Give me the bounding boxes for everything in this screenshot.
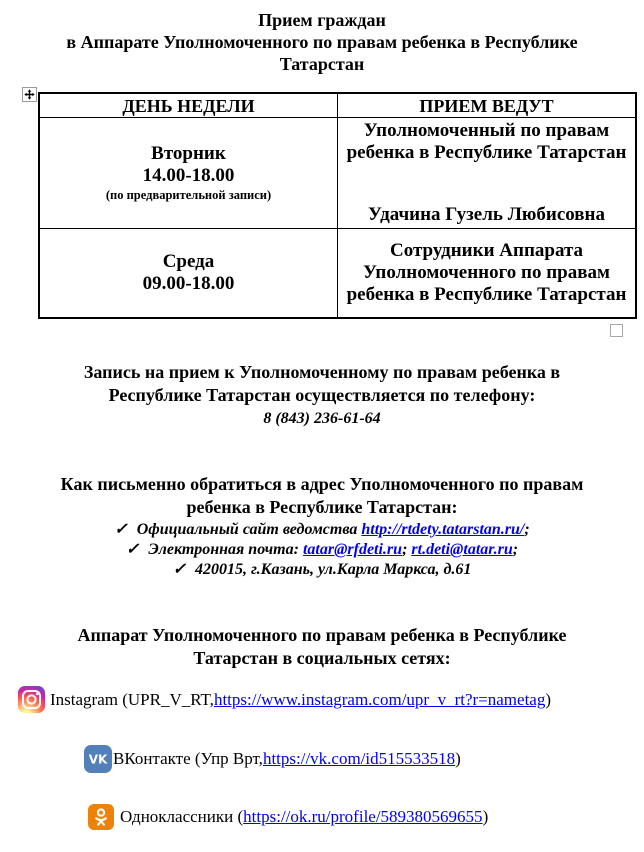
social-section: [0, 624, 644, 830]
social-row-instagram: [0, 686, 644, 713]
cell-wednesday: [39, 229, 338, 319]
instagram-icon: [18, 686, 45, 713]
reception-schedule-table: [38, 92, 637, 319]
table-header-row: [39, 93, 636, 118]
day-time: 09.00-18.00: [142, 273, 235, 294]
social-text-punct: ): [482, 807, 489, 826]
website-link[interactable]: http://rtdety.tatarstan.ru/: [361, 521, 525, 538]
social-text: Одноклассники (: [120, 807, 244, 826]
social-row-vk: [0, 745, 644, 773]
social-heading-line-1: Аппарат Уполномоченного по правам ребенка в Республике: [77, 625, 567, 645]
cell-tuesday: [39, 118, 338, 229]
table-row: [39, 229, 636, 319]
contact-item-website: [0, 520, 644, 540]
day-name: Среда: [162, 251, 215, 272]
social-heading-line-2: Татарстан в социальных сетях:: [193, 648, 451, 668]
page-title-line-3: Татарстан: [279, 54, 365, 74]
checkmark-icon: ✓: [172, 561, 186, 578]
staff-name: Удачина Гузель Любисовна: [367, 204, 605, 225]
contact-heading-line-2: ребенка в Республике Татарстан:: [186, 497, 458, 517]
contact-section: [0, 473, 644, 580]
table-resize-handle[interactable]: [610, 324, 623, 337]
contact-item-punct: ;: [524, 521, 530, 538]
email-link-2[interactable]: rt.deti@tatar.ru: [411, 541, 513, 558]
cell-tuesday-staff: [338, 118, 637, 229]
vk-link[interactable]: https://vk.com/id515533518: [262, 749, 456, 768]
checkmark-icon: ✓: [114, 521, 128, 538]
day-note: (по предварительной записи): [105, 188, 272, 202]
document-page: [0, 9, 644, 852]
social-text-punct: ): [545, 689, 552, 709]
phone-number: 8 (843) 236-61-64: [263, 410, 381, 427]
contact-list: [0, 520, 644, 580]
day-time: 14.00-18.00: [142, 165, 235, 186]
staff-title: Уполномоченный по правам ребенка в Республике Татарстан: [346, 120, 627, 163]
table-row: [39, 118, 636, 229]
social-heading: [0, 624, 644, 670]
odnoklassniki-link[interactable]: https://ok.ru/profile/589380569655: [243, 807, 483, 826]
social-row-odnoklassniki: [0, 804, 644, 830]
social-text: Instagram (UPR_V_RT,: [50, 689, 214, 709]
move-arrows-icon: [24, 89, 35, 100]
page-title: [0, 9, 644, 75]
page-title-line-2: в Аппарате Уполномоченного по правам ребенка в Республике: [66, 32, 578, 52]
cell-wednesday-staff: [338, 229, 637, 319]
social-text: ВКонтакте (Упр Врт,: [113, 749, 263, 768]
phone-heading-line-1: Запись на прием к Уполномоченному по правам ребенка в: [83, 362, 561, 382]
column-header-day: ДЕНЬ НЕДЕЛИ: [39, 93, 338, 118]
instagram-link[interactable]: https://www.instagram.com/upr_v_rt?r=nametag: [213, 689, 546, 709]
contact-item-text: Официальный сайт ведомства: [136, 521, 362, 538]
odnoklassniki-icon: [88, 804, 114, 830]
contact-heading-line-1: Как письменно обратиться в адрес Уполномоченного по правам: [60, 474, 584, 494]
postal-address: 420015, г.Казань, ул.Карла Маркса, д.61: [194, 561, 472, 578]
contact-item-email: [0, 540, 644, 560]
email-link-1[interactable]: tatar@rfdeti.ru: [302, 541, 403, 558]
column-header-staff: ПРИЕМ ВЕДУТ: [338, 93, 637, 118]
checkmark-icon: ✓: [125, 541, 140, 558]
contact-item-text: Электронная почта:: [148, 541, 303, 558]
contact-item-separator: ;: [402, 541, 412, 558]
vk-logo-text: VK: [88, 752, 108, 767]
contact-item-address: [0, 560, 644, 580]
phone-heading-line-2: Республике Татарстан осуществляется по телефону:: [108, 385, 536, 405]
day-name: Вторник: [151, 143, 226, 164]
phone-section: [0, 361, 644, 429]
contact-item-punct: ;: [512, 541, 519, 558]
page-title-line-1: Прием граждан: [258, 10, 386, 30]
table-move-handle-icon[interactable]: [22, 87, 37, 102]
staff-title: Сотрудники Аппарата Уполномоченного по правам ребенка в Республике Татарстан: [346, 240, 627, 305]
social-text-punct: ): [455, 749, 461, 768]
vk-icon: [84, 745, 112, 773]
